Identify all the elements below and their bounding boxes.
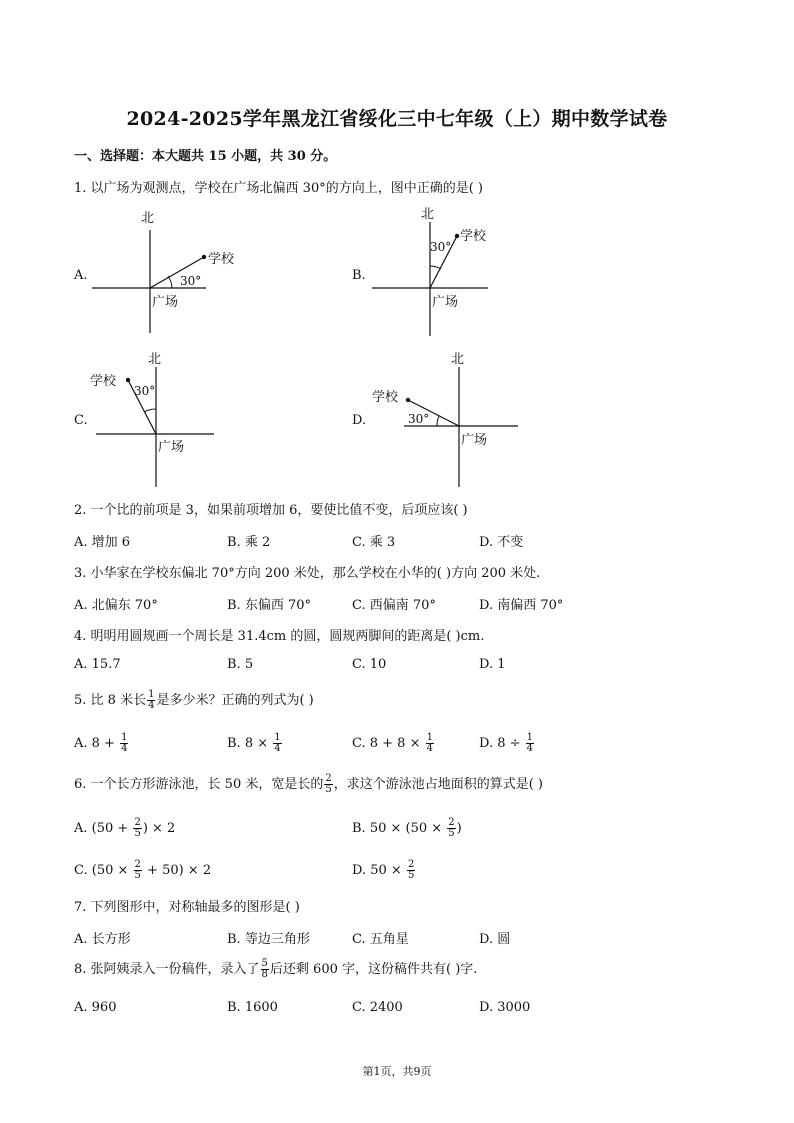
- angle-label: 30°: [408, 412, 430, 426]
- section-heading: 一、选择题：本大题共 15 小题，共 30 分。: [74, 149, 337, 164]
- school-label: 学校: [460, 229, 487, 244]
- q2-stem: 2. 一个比的前项是 3，如果前项增加 6，要使比值不变，后项应该( ): [74, 503, 468, 518]
- q1-option-a-diagram: [88, 205, 258, 335]
- q1-option-c-diagram: [88, 345, 258, 490]
- q7-option-c[interactable]: C. 五角星: [352, 932, 409, 947]
- q6-option-c[interactable]: C. (50 × $\frac{2}{5}$ + 50) × 2: [74, 859, 212, 881]
- q6-stem-part-2: ，求这个游泳池占地面积的算式是( ): [333, 777, 543, 792]
- school-dot: [126, 378, 130, 382]
- q5-stem-part-1: 5. 比 8 米长: [74, 693, 147, 708]
- north-label: 北: [451, 352, 465, 367]
- plaza-label: 广场: [152, 295, 179, 310]
- q7-stem: 7. 下列图形中，对称轴最多的图形是( ): [74, 900, 300, 915]
- q5-stem-part-2: 是多少米？正确的列式为( ): [156, 693, 314, 708]
- q7-option-d[interactable]: D. 圆: [479, 932, 511, 947]
- q6-option-a[interactable]: A. (50 + $\frac{2}{5}$ ) × 2: [74, 817, 176, 839]
- q6-option-d[interactable]: D. 50 × $\frac{2}{5}$: [352, 859, 415, 881]
- angle-arc: [430, 266, 441, 269]
- q1-option-b-label[interactable]: B.: [352, 268, 366, 283]
- q6-option-b[interactable]: B. 50 × (50 × $\frac{2}{5}$ ): [352, 817, 462, 839]
- q8-option-c[interactable]: C. 2400: [352, 1000, 403, 1015]
- school-label: 学校: [208, 252, 235, 267]
- q1-option-d-diagram: [368, 345, 538, 490]
- q6-stem-part-1: 6. 一个长方形游泳池，长 50 米，宽是长的: [74, 777, 324, 792]
- q7-option-a[interactable]: A. 长方形: [74, 932, 131, 947]
- q8-option-b[interactable]: B. 1600: [227, 1000, 278, 1015]
- angle-label: 30°: [134, 384, 156, 398]
- page-title: 2024-2025学年黑龙江省绥化三中七年级（上）期中数学试卷: [126, 108, 668, 130]
- school-dot: [202, 255, 206, 259]
- angle-arc: [168, 276, 172, 288]
- q3-option-d[interactable]: D. 南偏西 70°: [479, 598, 564, 613]
- q4-stem: 4. 明明用圆规画一个周长是 31.4cm 的圆，圆规两脚间的距离是( )cm.: [74, 629, 485, 644]
- plaza-label: 广场: [432, 295, 459, 310]
- q3-option-c[interactable]: C. 西偏南 70°: [352, 598, 436, 613]
- q5-stem-fraction: $\frac{1}{4}$: [148, 689, 155, 711]
- school-dot: [455, 234, 459, 238]
- q5-stem: [74, 689, 314, 711]
- q2-option-d[interactable]: D. 不变: [479, 535, 524, 550]
- q4-option-a[interactable]: A. 15.7: [74, 657, 121, 672]
- q1-option-d-label[interactable]: D.: [352, 413, 367, 428]
- q1-option-c-label[interactable]: C.: [74, 413, 88, 428]
- q8-stem-part-1: 8. 张阿姨录入一份稿件，录入了: [74, 962, 260, 977]
- q7-option-b[interactable]: B. 等边三角形: [227, 932, 310, 947]
- q1-option-a-label[interactable]: A.: [74, 268, 88, 283]
- angle-arc: [144, 409, 156, 412]
- q4-option-b[interactable]: B. 5: [227, 657, 254, 672]
- q2-option-c[interactable]: C. 乘 3: [352, 535, 396, 550]
- north-label: 北: [141, 211, 155, 226]
- north-label: 北: [148, 352, 162, 367]
- school-label: 学校: [372, 390, 399, 405]
- q1-stem: 1. 以广场为观测点，学校在广场北偏西 30°的方向上，图中正确的是( ): [74, 181, 483, 196]
- angle-label: 30°: [430, 240, 452, 254]
- page-footer: 第1页，共9页: [362, 1065, 432, 1078]
- q3-option-a[interactable]: A. 北偏东 70°: [74, 598, 158, 613]
- angle-arc: [437, 416, 439, 426]
- q5-option-c[interactable]: C. 8 + 8 × $\frac{1}{4}$: [352, 732, 433, 754]
- school-dot: [406, 398, 410, 402]
- q6-stem: [74, 773, 543, 795]
- q2-option-a[interactable]: A. 增加 6: [74, 535, 131, 550]
- q4-option-d[interactable]: D. 1: [479, 657, 506, 672]
- q6-stem-fraction: $\frac{2}{5}$: [325, 773, 332, 795]
- q8-option-a[interactable]: A. 960: [74, 1000, 117, 1015]
- q5-option-d[interactable]: D. 8 ÷ $\frac{1}{4}$: [479, 732, 534, 754]
- north-label: 北: [421, 207, 435, 222]
- angle-label: 30°: [180, 274, 202, 288]
- q8-stem-part-2: 后还剩 600 字，这份稿件共有( )字.: [269, 962, 478, 977]
- q5-option-a[interactable]: A. 8 + $\frac{1}{4}$: [74, 732, 128, 754]
- q1-option-b-diagram: [368, 200, 538, 338]
- q2-option-b[interactable]: B. 乘 2: [227, 535, 271, 550]
- q3-stem: 3. 小华家在学校东偏北 70°方向 200 米处，那么学校在小华的( )方向 200 米处.: [74, 566, 541, 581]
- plaza-label: 广场: [158, 440, 185, 455]
- q5-option-b[interactable]: B. 8 × $\frac{1}{4}$: [227, 732, 281, 754]
- q4-option-c[interactable]: C. 10: [352, 657, 387, 672]
- q8-stem: [74, 958, 477, 980]
- q8-stem-fraction: $\frac{5}{8}$: [261, 958, 268, 980]
- plaza-label: 广场: [461, 433, 488, 448]
- q8-option-d[interactable]: D. 3000: [479, 1000, 531, 1015]
- q3-option-b[interactable]: B. 东偏西 70°: [227, 598, 311, 613]
- school-label: 学校: [90, 374, 117, 389]
